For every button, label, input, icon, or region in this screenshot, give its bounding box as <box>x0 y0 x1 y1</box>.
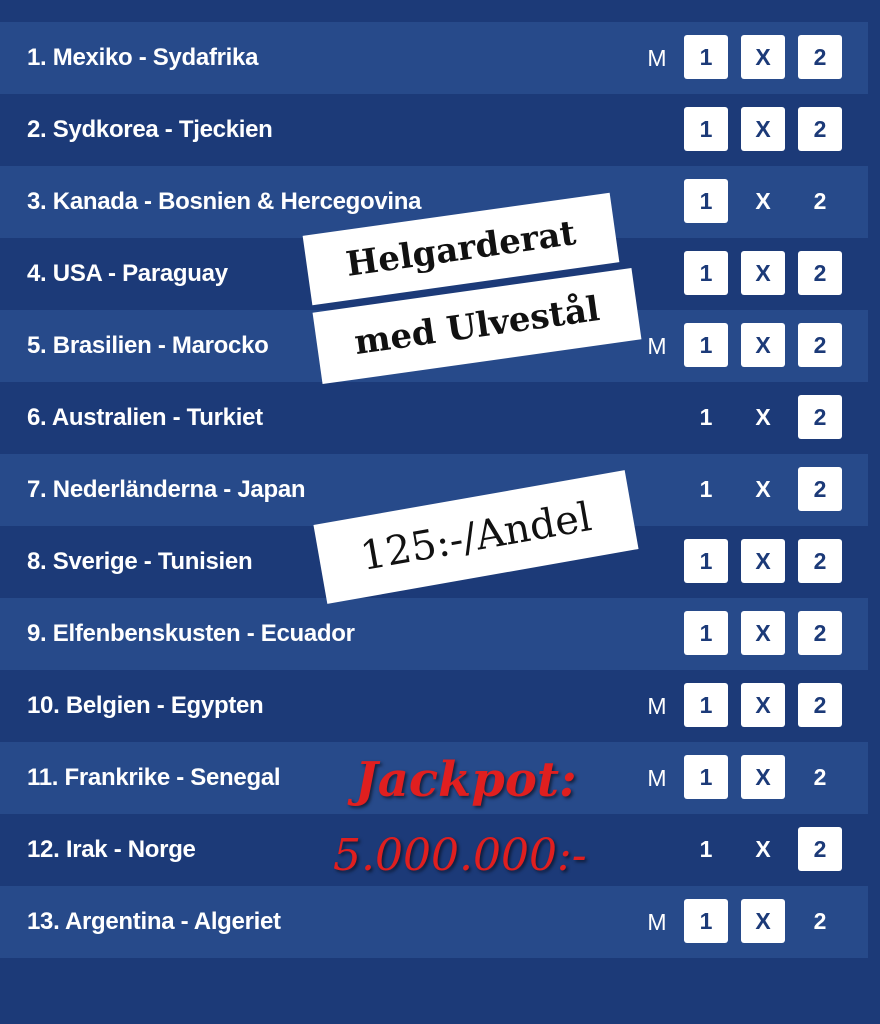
match-row <box>0 22 868 94</box>
pick-x-button[interactable]: X <box>755 403 771 430</box>
pick-1-button[interactable]: 1 <box>684 755 728 799</box>
match-row <box>0 382 868 454</box>
pick-x-button[interactable]: X <box>741 35 785 79</box>
pick-2-button[interactable]: 2 <box>798 251 842 295</box>
pick-1-button[interactable]: 1 <box>699 475 713 502</box>
coupon-rows <box>0 22 868 958</box>
pick-1-button[interactable]: 1 <box>684 899 728 943</box>
match-row <box>0 598 868 670</box>
match-label: 3. Kanada - Bosnien & Hercegovina <box>27 188 422 215</box>
pick-x-button[interactable]: X <box>755 475 771 502</box>
mark-flag <box>640 94 674 166</box>
pick-x-button[interactable]: X <box>755 187 771 214</box>
match-label: 11. Frankrike - Senegal <box>27 764 281 791</box>
match-label: 9. Elfenbenskusten - Ecuador <box>27 620 355 647</box>
pick-2-button[interactable]: 2 <box>798 539 842 583</box>
pick-x-button[interactable]: X <box>741 539 785 583</box>
mark-flag: M <box>647 332 667 359</box>
mark-flag <box>640 454 674 526</box>
mark-flag <box>640 382 674 454</box>
match-row <box>0 886 868 958</box>
pick-1-button[interactable]: 1 <box>699 835 713 862</box>
pick-2-button[interactable]: 2 <box>798 467 842 511</box>
match-label: 8. Sverige - Tunisien <box>27 548 253 575</box>
price-text: 125:-/Andel <box>356 494 595 580</box>
jackpot-label: Jackpot: <box>355 752 577 808</box>
pick-x-button[interactable]: X <box>741 251 785 295</box>
pick-1-button[interactable]: 1 <box>684 683 728 727</box>
pick-x-button[interactable]: X <box>741 755 785 799</box>
match-label: 7. Nederländerna - Japan <box>27 476 306 503</box>
match-label: 5. Brasilien - Marocko <box>27 332 269 359</box>
pick-1-button[interactable]: 1 <box>684 107 728 151</box>
mark-flag: M <box>647 908 667 935</box>
match-label: 12. Irak - Norge <box>27 836 196 863</box>
pick-1-button[interactable]: 1 <box>684 35 728 79</box>
mark-flag <box>640 166 674 238</box>
helgarderat-text: Helgarderat <box>343 213 579 285</box>
match-label: 6. Australien - Turkiet <box>27 404 263 431</box>
pick-1-button[interactable]: 1 <box>684 611 728 655</box>
mark-flag: M <box>647 764 667 791</box>
pick-1-button[interactable]: 1 <box>699 403 713 430</box>
pick-1-button[interactable]: 1 <box>684 251 728 295</box>
pick-2-button[interactable]: 2 <box>798 107 842 151</box>
pick-x-button[interactable]: X <box>741 611 785 655</box>
match-label: 13. Argentina - Algeriet <box>27 908 281 935</box>
pick-2-button[interactable]: 2 <box>798 827 842 871</box>
jackpot-amount: 5.000.000:- <box>333 830 587 881</box>
mark-flag <box>640 814 674 886</box>
pick-x-button[interactable]: X <box>741 323 785 367</box>
match-label: 1. Mexiko - Sydafrika <box>27 44 259 71</box>
pick-1-button[interactable]: 1 <box>684 323 728 367</box>
match-label: 4. USA - Paraguay <box>27 260 228 287</box>
pick-x-button[interactable]: X <box>741 107 785 151</box>
mark-flag <box>640 526 674 598</box>
mark-flag: M <box>647 44 667 71</box>
pick-2-button[interactable]: 2 <box>798 395 842 439</box>
pick-x-button[interactable]: X <box>755 835 771 862</box>
pick-2-button[interactable]: 2 <box>813 187 827 214</box>
match-label: 2. Sydkorea - Tjeckien <box>27 116 273 143</box>
pick-2-button[interactable]: 2 <box>813 763 827 790</box>
mark-flag <box>640 598 674 670</box>
pick-2-button[interactable]: 2 <box>798 683 842 727</box>
pick-2-button[interactable]: 2 <box>798 323 842 367</box>
mark-flag <box>640 238 674 310</box>
pick-1-button[interactable]: 1 <box>684 179 728 223</box>
match-row <box>0 670 868 742</box>
ulvestal-text: med Ulvestål <box>351 289 603 363</box>
pick-2-button[interactable]: 2 <box>813 907 827 934</box>
match-label: 10. Belgien - Egypten <box>27 692 264 719</box>
pick-2-button[interactable]: 2 <box>798 35 842 79</box>
pick-2-button[interactable]: 2 <box>798 611 842 655</box>
mark-flag: M <box>647 692 667 719</box>
match-row <box>0 94 868 166</box>
pick-x-button[interactable]: X <box>741 899 785 943</box>
pick-x-button[interactable]: X <box>741 683 785 727</box>
pick-1-button[interactable]: 1 <box>684 539 728 583</box>
